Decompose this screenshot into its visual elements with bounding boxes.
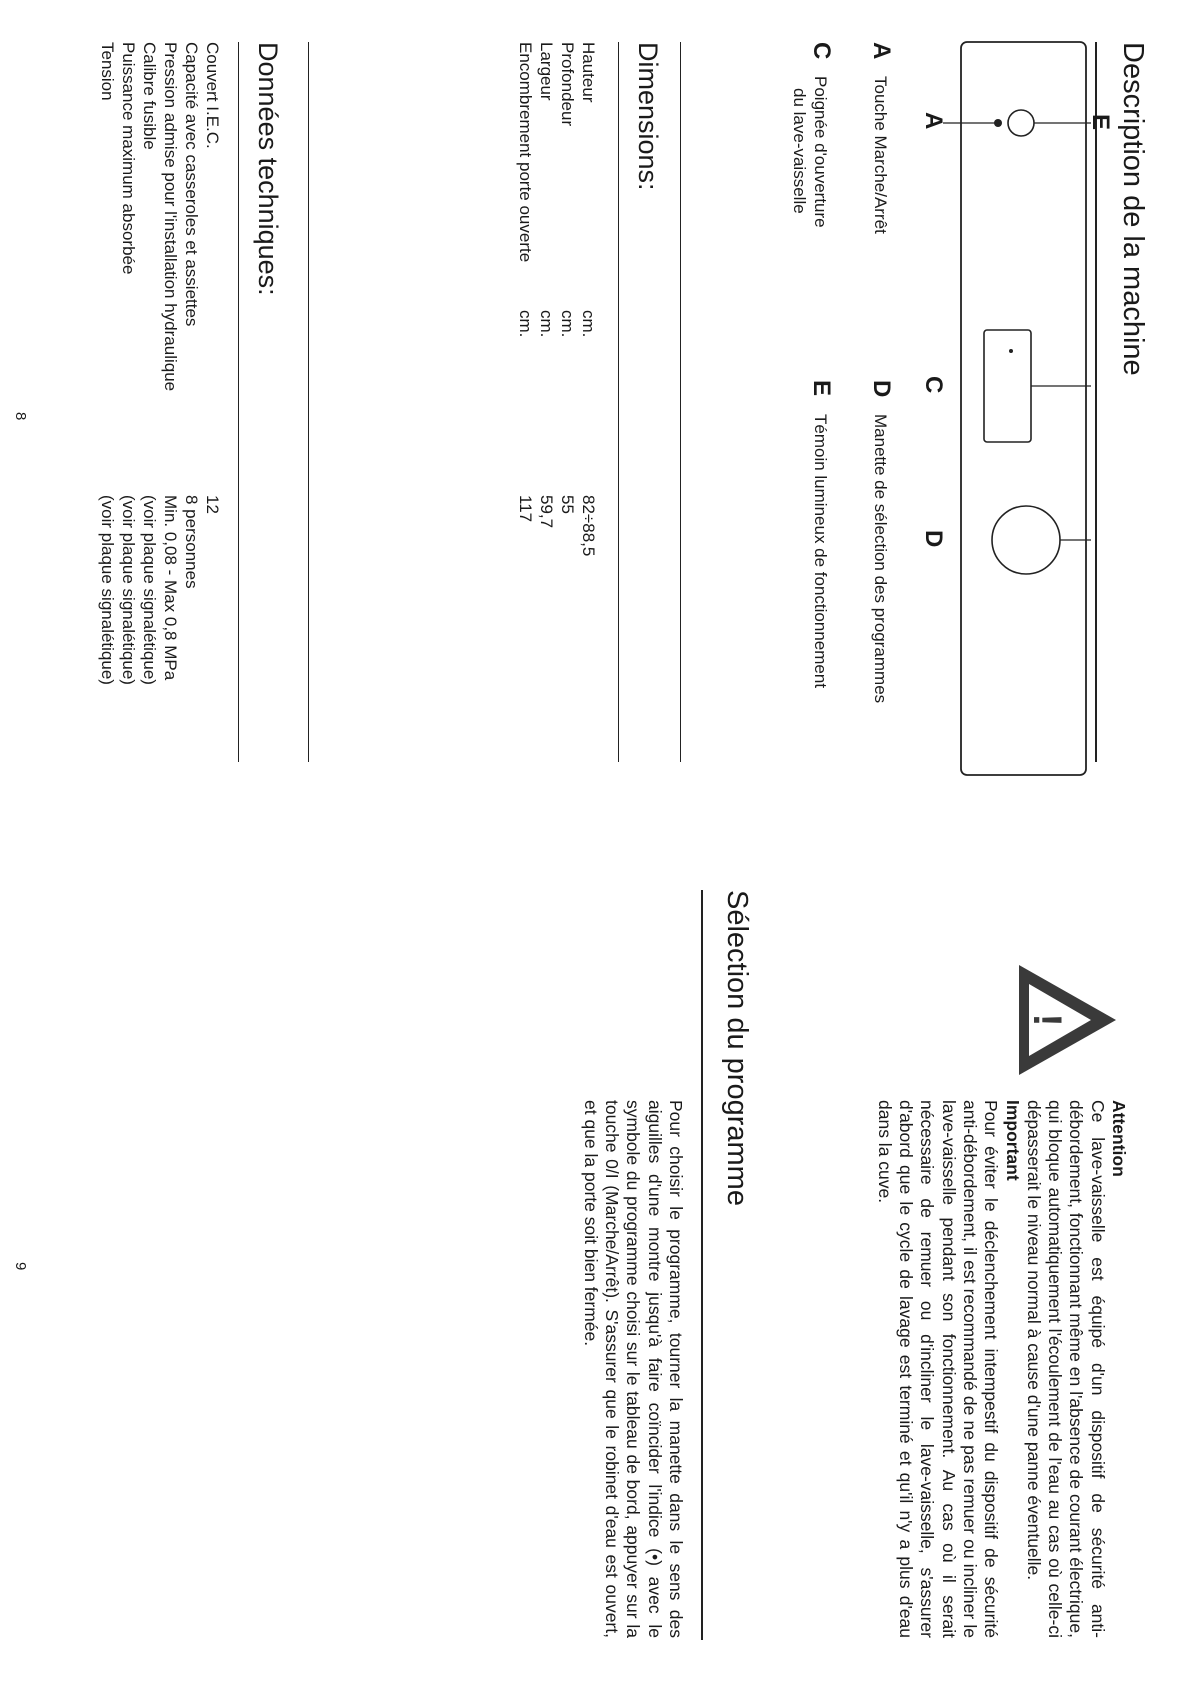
selection-text: Pour choisir le programme, tourner la manette dans le sens des aiguilles d'une montre jusqu'à faire coïncider l'indice (•) avec le symbole du programme choisi sur le tableau de bord, appuyer sur la touche 0/I (Marche/Arrêt). S'assurer que le robinet d'eau est ouvert, et que la porte soit bien fermée.: [580, 1100, 686, 1638]
attention-title: Attention: [1109, 1100, 1129, 1177]
dimension-value: 117: [516, 495, 535, 523]
legend-text-a: Touche Marche/Arrêt: [871, 76, 890, 234]
legend-text-c: Poignée d'ouverture: [811, 76, 830, 228]
dimension-label: Largeur: [537, 42, 556, 101]
panel-letter-d: D: [920, 530, 947, 548]
technical-value: 12: [203, 495, 222, 514]
technical-value: (voir plaque signalétique): [140, 495, 159, 685]
dimension-value: 59,7: [537, 495, 556, 529]
legend-text-e: Témoin lumineux de fonctionnement: [811, 414, 830, 689]
legend-letter-d: D: [868, 380, 895, 398]
legend-letter-c: C: [808, 42, 835, 60]
technical-label: Tension: [98, 42, 117, 101]
dimension-unit: cm.: [579, 310, 598, 338]
legend-letter-a: A: [868, 42, 895, 60]
panel-letter-e: E: [1087, 114, 1114, 131]
technical-value: 8 personnes: [182, 495, 201, 589]
button-a-circle: [1008, 110, 1034, 136]
rule-dimensions-top: [680, 42, 681, 762]
rule-dimensions-bottom: [618, 42, 619, 762]
legend-text2-c: du lave-vaisselle: [790, 88, 809, 214]
dimension-label: Profondeur: [558, 42, 577, 127]
technical-label: Capacité avec casseroles et assiettes: [182, 42, 201, 327]
panel-letter-a: A: [920, 112, 947, 130]
technical-label: Couvert I.E.C.: [203, 42, 222, 149]
rule-top: [1095, 42, 1097, 762]
dimension-unit: cm.: [558, 310, 577, 338]
warning-symbol: !: [1025, 1013, 1069, 1027]
rule-technical-bottom: [238, 42, 239, 762]
selection-title: Sélection du programme: [721, 890, 753, 1206]
legend-letter-e: E: [808, 380, 835, 397]
technical-label: Pression admise pour l'installation hydraulique: [161, 42, 180, 392]
legend-text-d: Manette de sélection des programmes: [871, 414, 890, 704]
technical-label: Calibre fusible: [140, 42, 159, 150]
page-number-right-text: 9: [12, 1262, 29, 1271]
handle-dot: [1009, 349, 1013, 353]
dimension-unit: cm.: [537, 310, 556, 338]
handle-c-rect: [984, 330, 1031, 442]
page-title-description: Description de la machine: [1117, 42, 1149, 376]
dimension-label: Encombrement porte ouverte: [516, 42, 535, 263]
important-title: Important: [1002, 1100, 1023, 1181]
technical-label: Puissance maximum absorbée: [119, 42, 138, 275]
technical-value: Min. 0,08 - Max 0,8 MPa: [161, 495, 180, 681]
rule-technical-top: [308, 42, 309, 762]
knob-d-circle: [992, 506, 1060, 574]
page-number-left-text: 8: [12, 412, 29, 421]
dimension-value: 55: [558, 495, 577, 514]
panel-outline: [961, 42, 1086, 775]
dimension-label: Hauteur: [579, 42, 598, 103]
technical-value: (voir plaque signalétique): [98, 495, 117, 685]
technical-value: (voir plaque signalétique): [119, 495, 138, 685]
panel-letter-c: C: [920, 376, 947, 394]
dimension-value: 82÷88,5: [579, 495, 598, 557]
important-text: Pour éviter le déclenchement intempestif du dispositif de sécurité anti-débordement, il est recommandé de ne pas remuer ou incliner le lave-vaisselle pendant son fonctionnement. Au cas où il serait nécessaire de remuer ou d'incliner le lave-vaisselle, s'assurer d'abord que le cycle de lavage est terminé et qu'il n'y a plus d'eau dans la cuve.: [874, 1100, 1002, 1638]
attention-block-text: [873, 1100, 1129, 1638]
dimensions-title: Dimensions:: [633, 42, 663, 191]
technical-title: Données techniques:: [253, 42, 283, 296]
led-e-dot: [994, 119, 1002, 127]
attention-text: Ce lave-vaisselle est équipé d'un dispositif de sécurité anti-débordement, fonctionnant même en l'absence de courant électrique, qui bloque automatiquement l'écoulement de l'eau au cas où celle-ci dépasserait le niveau normal à cause d'une panne éventuelle.: [1023, 1100, 1108, 1638]
dimension-unit: cm.: [516, 310, 535, 338]
warning-triangle-icon: [1011, 960, 1121, 1080]
rule-selection: [701, 890, 703, 1640]
